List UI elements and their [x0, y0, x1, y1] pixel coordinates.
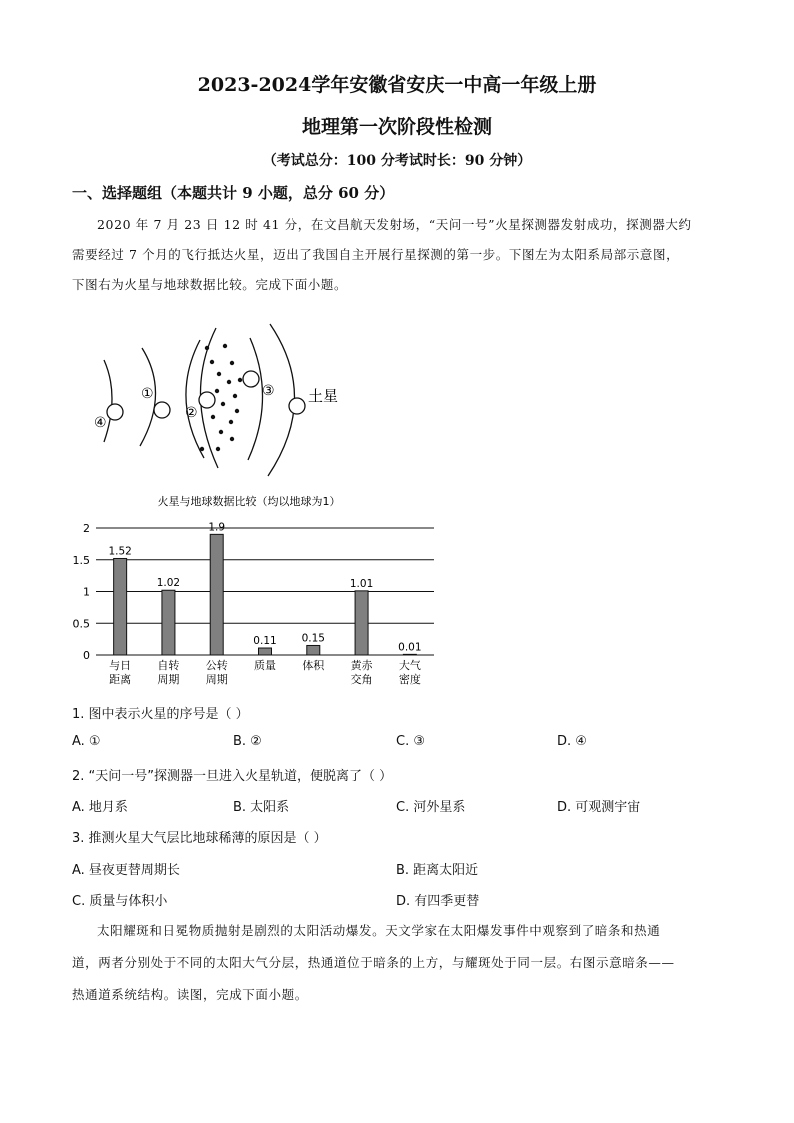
bar-value-label: 1.02	[156, 577, 181, 590]
q1-option-a[interactable]: A. ①	[72, 734, 101, 749]
intro2-line-3: 热通道系统结构。读图，完成下面小题。	[72, 987, 308, 1002]
x-category-label: 密度	[398, 673, 421, 686]
orbit-saturn	[268, 324, 295, 476]
bar	[259, 648, 272, 655]
question-1: 1. 图中表示火星的序号是（ ）	[72, 707, 249, 722]
bar-value-label: 0.15	[301, 632, 325, 645]
q2-option-c[interactable]: C. 河外星系	[396, 800, 466, 815]
x-category-label: 公转	[205, 659, 228, 672]
q3-option-a[interactable]: A. 昼夜更替周期长	[72, 863, 180, 878]
intro-line-2: 需要经过 7 个月的飞行抵达火星，迈出了我国自主开展行星探测的第一步。下图左为太阳系局部示意图，	[72, 247, 680, 262]
bar	[162, 590, 175, 655]
x-category-label: 距离	[109, 673, 132, 686]
bar	[355, 591, 368, 655]
page-subtitle: 地理第一次阶段性检测	[301, 116, 492, 138]
label-2: ②	[185, 405, 198, 421]
x-category-label: 自转	[157, 659, 180, 672]
x-category-label: 周期	[157, 673, 180, 686]
label-3: ③	[262, 383, 275, 399]
intro2-line-2: 道，两者分别处于不同的太阳大气分层，热通道位于暗条的上方，与耀斑处于同一层。右图示意暗条——	[72, 955, 675, 970]
bar-value-label: 1.9	[208, 521, 226, 534]
section-heading: 一、选择题组（本题共计 9 小题，总分 60 分）	[72, 184, 395, 202]
label-4: ④	[94, 415, 107, 431]
q2-option-b[interactable]: B. 太阳系	[233, 800, 290, 815]
x-category-label: 质量	[254, 659, 276, 672]
y-tick-label: 1	[83, 585, 90, 599]
bar	[114, 558, 127, 655]
y-tick-label: 0.5	[72, 617, 90, 631]
intro-line-1: 2020 年 7 月 23 日 12 时 41 分，在文昌航天发射场，“天问一号”火星探测器发射成功，探测器大约	[97, 217, 692, 232]
planet-2	[199, 392, 215, 408]
q2-option-a[interactable]: A. 地月系	[72, 800, 128, 815]
bar	[210, 534, 223, 655]
planet-4	[107, 404, 123, 420]
x-category-label: 大气	[398, 659, 421, 672]
question-2: 2. “天问一号”探测器一旦进入火星轨道，便脱离了（ ）	[72, 769, 393, 784]
solar-system-diagram	[80, 318, 380, 478]
y-tick-label: 2	[83, 522, 90, 535]
x-category-label: 周期	[205, 673, 228, 686]
bar-value-label: 0.11	[253, 635, 277, 648]
planet-saturn	[289, 398, 305, 414]
x-category-label: 体积	[302, 659, 325, 672]
page-title: 2023-2024学年安徽省安庆一中高一年级上册	[197, 74, 597, 96]
intro-line-3: 下图右为火星与地球数据比较。完成下面小题。	[72, 277, 348, 292]
bar-value-label: 1.01	[349, 577, 374, 590]
question-3: 3. 推测火星大气层比地球稀薄的原因是（ ）	[72, 831, 327, 846]
mars-earth-chart	[60, 488, 450, 688]
x-category-label: 与日	[109, 659, 132, 672]
x-category-label: 交角	[350, 673, 373, 686]
bar	[403, 654, 416, 655]
bar	[307, 645, 320, 655]
x-category-label: 黄赤	[350, 659, 373, 672]
label-saturn: 土星	[308, 387, 339, 405]
q3-option-d[interactable]: D. 有四季更替	[396, 894, 480, 909]
exam-info: （考试总分：100 分考试时长：90 分钟）	[262, 153, 532, 169]
chart-title: 火星与地球数据比较（均以地球为1）	[157, 495, 341, 508]
q1-option-d[interactable]: D. ④	[557, 734, 587, 749]
bar-value-label: 0.01	[398, 641, 422, 654]
q3-option-c[interactable]: C. 质量与体积小	[72, 894, 168, 909]
q3-option-b[interactable]: B. 距离太阳近	[396, 863, 479, 878]
y-tick-label: 0	[83, 649, 90, 662]
orbit-3	[248, 338, 263, 460]
planet-1	[154, 402, 170, 418]
bar-value-label: 1.52	[108, 545, 132, 558]
intro2-line-1: 太阳耀斑和日冕物质抛射是剧烈的太阳活动爆发。天文学家在太阳爆发事件中观察到了暗条和热通	[97, 923, 661, 938]
q2-option-d[interactable]: D. 可观测宇宙	[557, 800, 641, 815]
label-1: ①	[141, 386, 154, 402]
q1-option-b[interactable]: B. ②	[233, 734, 262, 749]
q1-option-c[interactable]: C. ③	[396, 734, 425, 749]
planet-3	[243, 371, 259, 387]
y-tick-label: 1.5	[72, 553, 90, 567]
